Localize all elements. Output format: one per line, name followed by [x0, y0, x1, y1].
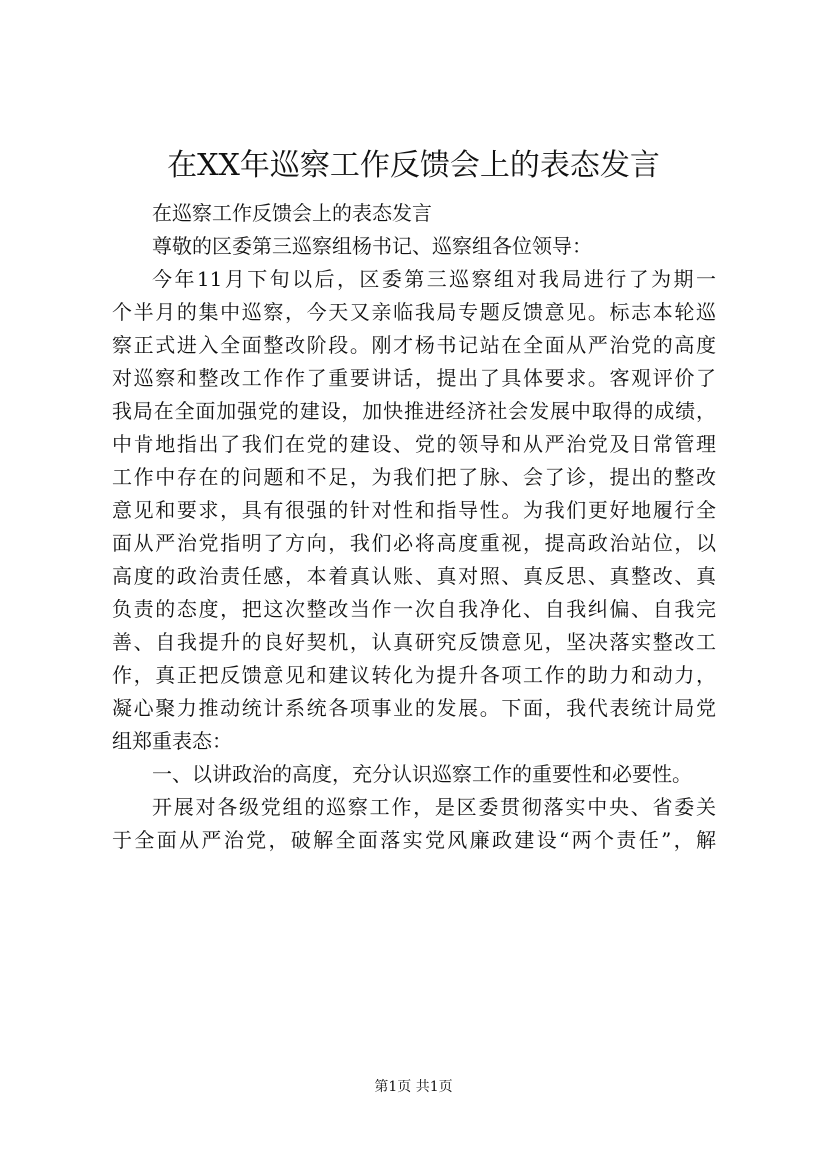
salutation-line: 尊敬的区委第三巡察组杨书记、巡察组各位领导： [152, 234, 592, 258]
paragraph-line: 面从严治党指明了方向，我们必将高度重视，提高政治站位，以 [112, 531, 716, 555]
paragraph-line: 察正式进入全面整改阶段。刚才杨书记站在全面从严治党的高度 [112, 333, 716, 357]
paragraph-line: 开展对各级党组的巡察工作，是区委贯彻落实中央、省委关 [152, 795, 716, 819]
paragraph-line: 意见和要求，具有很强的针对性和指导性。为我们更好地履行全 [112, 498, 716, 522]
section-heading-line: 一、以讲政治的高度，充分认识巡察工作的重要性和必要性。 [152, 762, 692, 786]
document-body [112, 197, 716, 857]
paragraph-line: 对巡察和整改工作作了重要讲话，提出了具体要求。客观评价了 [112, 366, 716, 390]
paragraph-line: 负责的态度，把这次整改当作一次自我净化、自我纠偏、自我完 [112, 597, 716, 621]
paragraph-line: 于全面从严治党，破解全面落实党风廉政建设“两个责任”，解 [112, 828, 716, 852]
paragraph-line: 个半月的集中巡察，今天又亲临我局专题反馈意见。标志本轮巡 [112, 300, 716, 324]
paragraph-line: 高度的政治责任感，本着真认账、真对照、真反思、真整改、真 [112, 564, 716, 588]
paragraph-line: 善、自我提升的良好契机，认真研究反馈意见，坚决落实整改工 [112, 630, 716, 654]
paragraph-line: 今年11月下旬以后，区委第三巡察组对我局进行了为期一 [152, 267, 716, 291]
document-title: 在XX年巡察工作反馈会上的表态发言 [167, 148, 660, 183]
paragraph-line: 凝心聚力推动统计系统各项事业的发展。下面，我代表统计局党 [112, 696, 716, 720]
subtitle-line: 在巡察工作反馈会上的表态发言 [152, 201, 432, 225]
paragraph-line: 作，真正把反馈意见和建议转化为提升各项工作的助力和动力， [112, 663, 716, 687]
paragraph-line: 我局在全面加强党的建设，加快推进经济社会发展中取得的成绩， [112, 399, 716, 423]
page-footer: 第1页 共1页 [374, 1079, 453, 1095]
paragraph-line: 组郑重表态： [112, 729, 232, 753]
paragraph-line: 中肯地指出了我们在党的建设、党的领导和从严治党及日常管理 [112, 432, 716, 456]
paragraph-line: 工作中存在的问题和不足，为我们把了脉、会了诊，提出的整改 [112, 465, 716, 489]
